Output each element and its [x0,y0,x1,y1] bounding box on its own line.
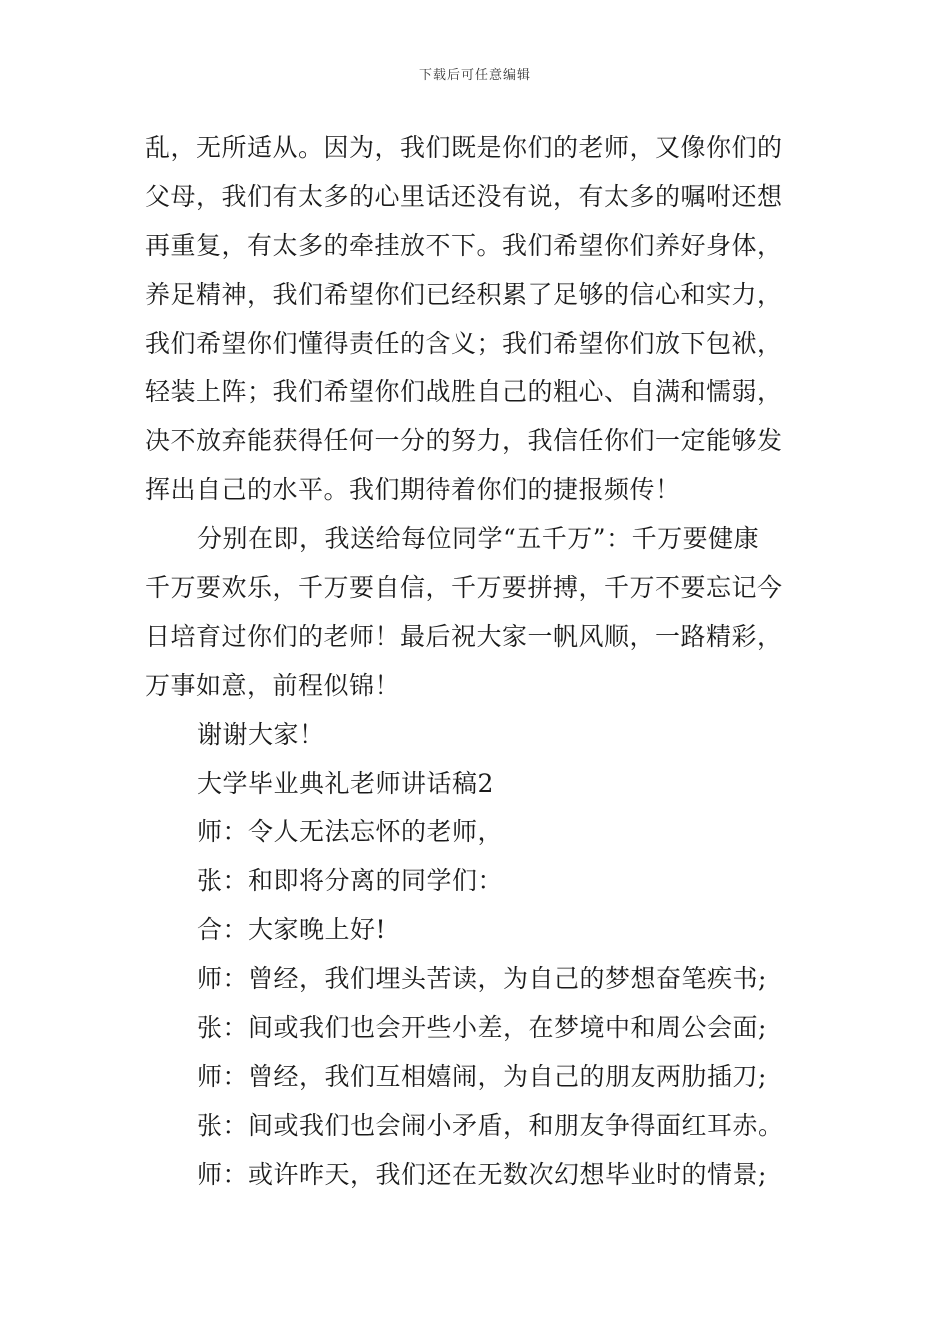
text-line: 我们希望你们懂得责任的含义；我们希望你们放下包袱， [145,328,783,358]
text-line: 养足精神，我们希望你们已经积累了足够的信心和实力， [145,279,783,309]
dialogue-line: 师：令人无法忘怀的老师， [197,817,504,847]
text-line: 日培育过你们的老师！最后祝大家一帆风顺，一路精彩， [145,621,783,651]
document-body [145,124,810,1200]
dialogue-line: 张：间或我们也会闹小矛盾，和朋友争得面红耳赤。 [197,1110,784,1140]
text-line: 分别在即，我送给每位同学“五千万”：千万要健康 [197,524,760,554]
text-line: 谢谢大家！ [197,719,325,749]
text-line: 决不放弃能获得任何一分的努力，我信任你们一定能够发 [145,426,783,456]
text-line: 再重复，有太多的牵挂放不下。我们希望你们养好身体， [145,230,783,260]
text-line: 轻装上阵；我们希望你们战胜自己的粗心、自满和懦弱， [145,377,783,407]
dialogue-line: 师：或许昨天，我们还在无数次幻想毕业时的情景; [197,1159,767,1189]
text-line: 千万要欢乐，千万要自信，千万要拼搏，千万不要忘记今 [145,573,783,603]
page-header: 下载后可任意编辑 [418,68,531,83]
text-line: 万事如意，前程似锦！ [145,670,401,700]
text-line: 挥出自己的水平。我们期待着你们的捷报频传！ [145,475,681,505]
dialogue-line: 师：曾经，我们埋头苦读，为自己的梦想奋笔疾书; [197,964,767,994]
dialogue-line: 合：大家晚上好! [197,915,387,945]
dialogue-line: 张：间或我们也会开些小差，在梦境中和周公会面; [197,1013,767,1043]
dialogue-line: 师：曾经，我们互相嬉闹，为自己的朋友两肋插刀; [197,1061,767,1091]
text-line: 乱，无所适从。因为，我们既是你们的老师，又像你们的 [145,133,783,162]
section-title: 大学毕业典礼老师讲话稿2 [197,768,494,798]
dialogue-line: 张：和即将分离的同学们： [197,866,504,896]
text-line: 父母，我们有太多的心里话还没有说，有太多的嘱咐还想 [145,181,783,211]
